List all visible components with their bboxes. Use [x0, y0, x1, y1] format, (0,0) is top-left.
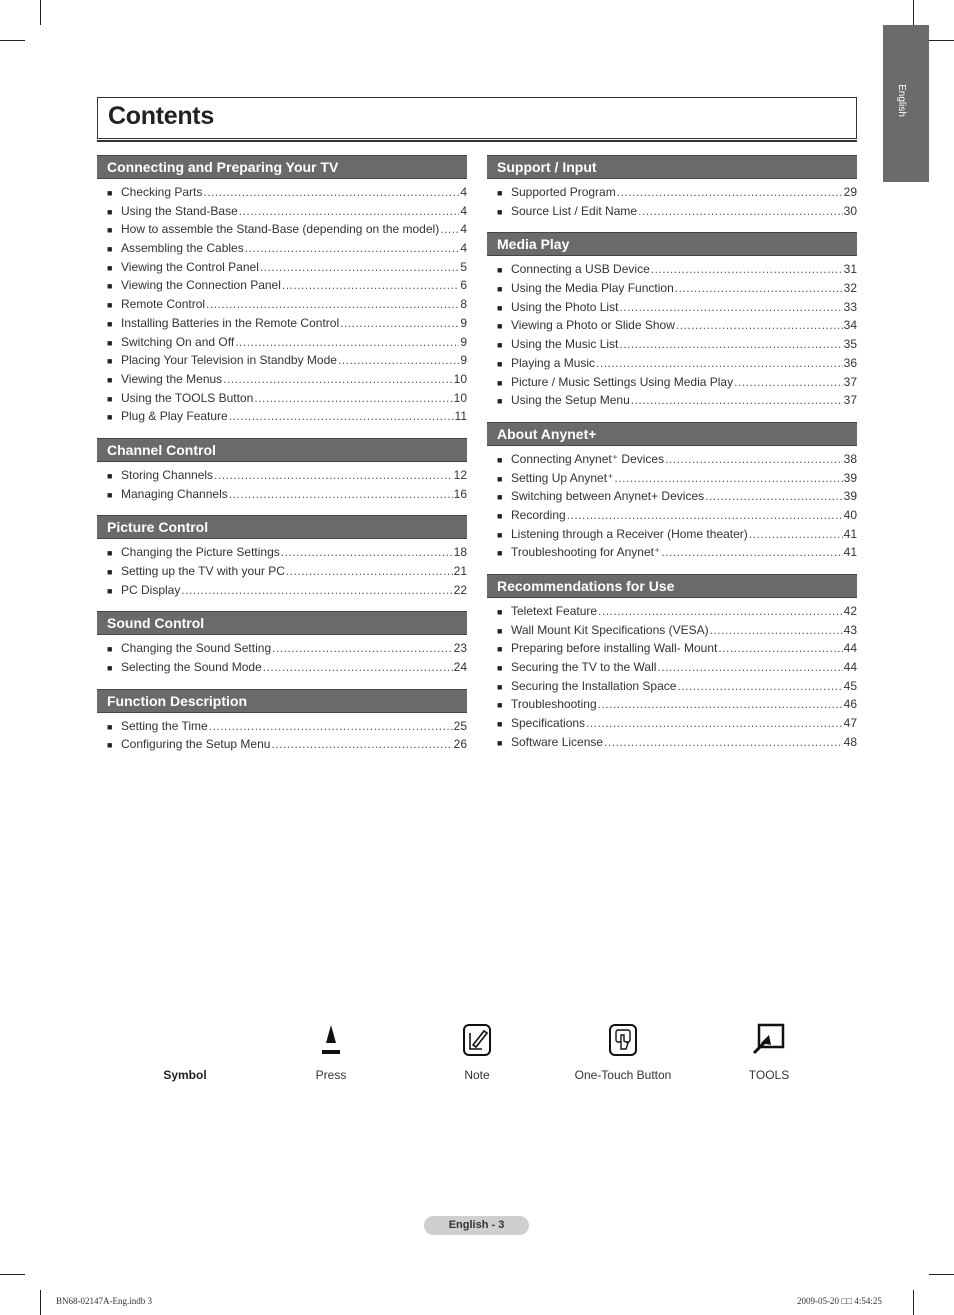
- page-number-badge: English - 3: [424, 1216, 529, 1235]
- toc-entry-page: 38: [843, 451, 857, 466]
- toc-entry: [487, 298, 857, 317]
- bullet-icon: ■: [497, 188, 503, 198]
- toc-entry-label: Recording: [511, 507, 566, 522]
- symbol-one-touch-button: [548, 1020, 698, 1082]
- toc-entry-page: 36: [843, 355, 857, 370]
- toc-entry-label: Viewing the Menus: [121, 371, 223, 386]
- crop-mark: [929, 1274, 954, 1275]
- toc-entry-page: 4: [460, 203, 467, 218]
- bullet-icon: ■: [497, 607, 503, 617]
- toc-entry-label: Changing the Sound Setting: [121, 641, 272, 656]
- dot-leader: [338, 351, 459, 370]
- bullet-icon: ■: [497, 719, 503, 730]
- dot-leader: [286, 562, 453, 581]
- toc-entry: [487, 602, 857, 621]
- right-column: [487, 155, 857, 764]
- toc-entry-page: 10: [453, 390, 467, 405]
- toc-entry-page: 45: [843, 678, 857, 693]
- toc-entry-page: 4: [460, 241, 467, 256]
- section-heading: Media Play: [487, 232, 857, 256]
- dot-leader: [617, 183, 843, 202]
- toc-entry: [487, 279, 857, 298]
- bullet-icon: ■: [497, 700, 503, 711]
- bullet-icon: ■: [497, 737, 503, 748]
- symbol-caption: One-Touch Button: [574, 1068, 672, 1082]
- toc-entry-page: 23: [453, 641, 467, 656]
- dot-leader: [239, 202, 460, 221]
- section-heading: Picture Control: [97, 515, 467, 539]
- toc-entry-label: Preparing before installing Wall- Mount: [511, 641, 718, 656]
- toc-entry-label: How to assemble the Stand-Base (depending on the model): [121, 222, 440, 237]
- bullet-icon: ■: [107, 337, 113, 348]
- dot-leader: [235, 333, 459, 352]
- bullet-icon: ■: [497, 529, 503, 540]
- dot-leader: [598, 695, 843, 714]
- bullet-icon: ■: [497, 321, 503, 332]
- dot-leader: [718, 639, 842, 658]
- toc-entry-page: 21: [453, 564, 467, 578]
- dot-leader: [604, 733, 843, 752]
- bullet-icon: ■: [107, 300, 113, 311]
- toc-entry-label: Storing Channels: [121, 467, 214, 482]
- language-tab: [883, 25, 929, 182]
- dot-leader: [638, 202, 843, 221]
- dot-leader: [598, 602, 843, 621]
- toc-entry-label: Plug & Play Feature: [121, 409, 228, 424]
- toc-entry-label: Supported Program: [511, 185, 616, 199]
- toc-entry-page: 46: [843, 697, 857, 712]
- dot-leader: [567, 506, 843, 525]
- toc-entry: [487, 487, 857, 506]
- section-heading: About Anynet+: [487, 422, 857, 446]
- dot-leader: [340, 314, 459, 333]
- press-icon: [256, 1020, 406, 1060]
- toc-entry: [97, 202, 467, 221]
- dot-leader: [214, 466, 453, 485]
- toc-section: [97, 611, 467, 676]
- toc-entry-label: Setting Up Anynet⁺: [511, 470, 614, 485]
- dot-leader: [749, 525, 843, 544]
- toc-entry: [487, 677, 857, 696]
- toc-section: [487, 422, 857, 562]
- toc-entry-label: Wall Mount Kit Specifications (VESA): [511, 622, 709, 637]
- toc-entry: [487, 543, 857, 562]
- toc-entry: [97, 183, 467, 202]
- toc-entry: [487, 525, 857, 544]
- toc-entry-label: Placing Your Television in Standby Mode: [121, 353, 337, 368]
- toc-entry: [97, 351, 467, 370]
- dot-leader: [631, 391, 843, 410]
- toc-entry-page: 32: [843, 281, 857, 296]
- toc-entry-label: Using the Stand-Base: [121, 203, 238, 218]
- toc-entry-page: 6: [460, 278, 467, 293]
- dot-leader: [619, 335, 842, 354]
- toc-entry: [487, 639, 857, 658]
- toc-entry-label: Configuring the Setup Menu: [121, 737, 271, 752]
- toc-entry: [97, 276, 467, 295]
- toc-entry-page: 25: [453, 718, 467, 733]
- toc-entry-page: 26: [453, 737, 467, 752]
- bullet-icon: ■: [107, 393, 113, 404]
- toc-entry: [97, 295, 467, 314]
- dot-leader: [206, 295, 459, 314]
- toc-entry-label: Connecting a USB Device: [511, 262, 650, 277]
- bullet-icon: ■: [107, 262, 113, 273]
- toc-entry-label: Setting the Time: [121, 718, 208, 733]
- dot-leader: [282, 276, 459, 295]
- bullet-icon: ■: [497, 548, 503, 559]
- dot-leader: [614, 469, 842, 488]
- toc-entry: [487, 260, 857, 279]
- toc-entry-page: 29: [843, 185, 857, 199]
- toc-entry: [97, 735, 467, 754]
- toc-entry-label: Source List / Edit Name: [511, 203, 638, 218]
- crop-mark: [0, 40, 25, 41]
- section-heading: Connecting and Preparing Your TV: [97, 155, 467, 179]
- dot-leader: [651, 260, 843, 279]
- symbol-tools: [694, 1020, 844, 1082]
- dot-leader: [676, 316, 843, 335]
- bullet-icon: ■: [107, 548, 113, 559]
- toc-entry: [97, 258, 467, 277]
- bullet-icon: ■: [497, 206, 503, 217]
- section-heading: Support / Input: [487, 155, 857, 179]
- bullet-icon: ■: [107, 281, 113, 292]
- toc-entry-label: Viewing the Control Panel: [121, 259, 259, 274]
- footer-file-name: BN68-02147A-Eng.indb 3: [56, 1296, 152, 1306]
- bullet-icon: ■: [497, 625, 503, 636]
- dot-leader: [260, 258, 459, 277]
- toc-section: [97, 515, 467, 599]
- toc-entry: [487, 354, 857, 373]
- symbol-legend-label: Symbol: [163, 1068, 207, 1082]
- language-tab-label: English: [895, 84, 907, 117]
- tools-icon: [694, 1020, 844, 1060]
- toc-entry: [97, 333, 467, 352]
- toc-entry-label: Checking Parts: [121, 185, 203, 199]
- dot-leader: [223, 370, 452, 389]
- toc-entry-label: Using the Photo List: [511, 299, 619, 314]
- bullet-icon: ■: [107, 489, 113, 500]
- toc-entry-page: 11: [454, 409, 467, 424]
- bullet-icon: ■: [497, 473, 503, 484]
- symbol-note: [402, 1020, 552, 1082]
- bullet-icon: ■: [497, 340, 503, 351]
- toc-entry: [487, 506, 857, 525]
- toc-entry-page: 37: [843, 393, 857, 408]
- toc-entry-page: 9: [460, 353, 467, 368]
- dot-leader: [272, 639, 453, 658]
- toc-entry: [487, 335, 857, 354]
- dot-leader: [209, 717, 453, 736]
- toc-entry: [487, 469, 857, 488]
- toc-entry-page: 9: [460, 334, 467, 349]
- toc-entry-page: 22: [453, 582, 467, 597]
- toc-entry: [487, 391, 857, 410]
- bullet-icon: ■: [497, 396, 503, 407]
- bullet-icon: ■: [107, 585, 113, 596]
- toc-entry-label: Switching On and Off: [121, 334, 235, 349]
- toc-entry: [97, 658, 467, 677]
- toc-entry-page: 44: [843, 660, 857, 675]
- symbol-caption: Press: [315, 1068, 347, 1082]
- toc-entry: [487, 658, 857, 677]
- crop-mark: [929, 40, 954, 41]
- toc-entry-page: 4: [460, 185, 467, 199]
- toc-entry: [97, 466, 467, 485]
- toc-entry-label: Viewing a Photo or Slide Show: [511, 318, 675, 333]
- toc-entry-label: Assembling the Cables: [121, 241, 244, 256]
- page-title: Contents: [108, 102, 214, 130]
- toc-entry-page: 33: [843, 299, 857, 314]
- section-heading: Function Description: [97, 689, 467, 713]
- dot-leader: [229, 485, 453, 504]
- bullet-icon: ■: [497, 454, 503, 465]
- toc-entry-page: 10: [453, 371, 467, 386]
- toc-entry: [97, 562, 467, 581]
- dot-leader: [229, 407, 454, 426]
- toc-entry: [97, 543, 467, 562]
- toc-entry-label: Software License: [511, 734, 604, 749]
- toc-entry-label: Setting up the TV with your PC: [121, 564, 285, 578]
- bullet-icon: ■: [497, 681, 503, 692]
- toc-entry: [487, 373, 857, 392]
- toc-entry: [97, 581, 467, 600]
- crop-mark: [913, 0, 914, 25]
- toc-entry-page: 5: [460, 259, 467, 274]
- toc-entry-label: Using the TOOLS Button: [121, 390, 254, 405]
- section-heading: Recommendations for Use: [487, 574, 857, 598]
- toc-entry-page: 34: [843, 318, 857, 333]
- dot-leader: [181, 581, 452, 600]
- crop-mark: [913, 1290, 914, 1315]
- bullet-icon: ■: [107, 644, 113, 655]
- toc-entry: [97, 485, 467, 504]
- toc-entry-page: 47: [843, 716, 857, 731]
- toc-entry: [97, 314, 467, 333]
- bullet-icon: ■: [107, 206, 113, 217]
- toc-entry-page: 48: [843, 734, 857, 749]
- dot-leader: [657, 658, 842, 677]
- dot-leader: [263, 658, 453, 677]
- dot-leader: [271, 735, 452, 754]
- toc-entry-label: Listening through a Receiver (Home theater): [511, 526, 748, 541]
- toc-entry-label: Picture / Music Settings Using Media Play: [511, 374, 734, 389]
- bullet-icon: ■: [497, 265, 503, 276]
- toc-entry-page: 4: [460, 222, 467, 237]
- crop-mark: [40, 1290, 41, 1315]
- toc-entry: [487, 695, 857, 714]
- symbol-caption: Note: [464, 1068, 490, 1082]
- toc-entry-page: 8: [460, 297, 467, 312]
- bullet-icon: ■: [497, 377, 503, 388]
- toc-entry-label: Using the Media Play Function: [511, 281, 674, 296]
- toc-entry-label: Changing the Picture Settings: [121, 545, 280, 560]
- toc-section: [97, 438, 467, 503]
- toc-entry-page: 24: [453, 660, 467, 675]
- dot-leader: [440, 220, 459, 239]
- toc-entry: [97, 639, 467, 658]
- toc-section: [487, 155, 857, 220]
- bullet-icon: ■: [107, 567, 113, 577]
- section-heading: Sound Control: [97, 611, 467, 635]
- toc-entry-page: 30: [843, 203, 857, 218]
- toc-entry-page: 44: [843, 641, 857, 656]
- toc-entry: [487, 316, 857, 335]
- toc-entry-page: 39: [843, 470, 857, 485]
- bullet-icon: ■: [497, 644, 503, 655]
- symbol-press: [256, 1020, 406, 1082]
- toc-entry: [487, 714, 857, 733]
- toc-entry-page: 41: [843, 545, 857, 560]
- dot-leader: [734, 373, 843, 392]
- toc-entry-page: 18: [453, 545, 467, 560]
- bullet-icon: ■: [107, 721, 113, 732]
- toc-entry-label: Troubleshooting: [511, 697, 597, 712]
- dot-leader: [245, 239, 460, 258]
- toc-entry-label: Managing Channels: [121, 486, 228, 501]
- toc-entry-label: Securing the Installation Space: [511, 678, 677, 693]
- bullet-icon: ■: [497, 663, 503, 674]
- bullet-icon: ■: [107, 356, 113, 367]
- dot-leader: [661, 543, 842, 562]
- toc-entry-page: 39: [843, 489, 857, 504]
- crop-mark: [0, 1274, 25, 1275]
- toc-entry-label: Connecting Anynet⁺ Devices: [511, 451, 665, 466]
- toc-entry-label: Installing Batteries in the Remote Control: [121, 315, 340, 330]
- toc-entry: [487, 450, 857, 469]
- toc-entry-label: Remote Control: [121, 297, 206, 312]
- bullet-icon: ■: [107, 663, 113, 674]
- toc-entry: [97, 239, 467, 258]
- toc-entry-label: PC Display: [121, 582, 181, 597]
- toc-entry-label: Switching between Anynet+ Devices: [511, 489, 705, 504]
- toc-entry: [487, 183, 857, 202]
- toc-entry-label: Teletext Feature: [511, 604, 598, 618]
- toc-entry-page: 35: [843, 337, 857, 352]
- toc-entry: [97, 717, 467, 736]
- toc-entry-label: Troubleshooting for Anynet⁺: [511, 545, 661, 560]
- toc-entry-page: 42: [843, 604, 857, 618]
- toc-entry-label: Viewing the Connection Panel: [121, 278, 281, 293]
- bullet-icon: ■: [107, 318, 113, 329]
- bullet-icon: ■: [497, 302, 503, 313]
- dot-leader: [705, 487, 843, 506]
- dot-leader: [281, 543, 453, 562]
- toc-entry-page: 9: [460, 315, 467, 330]
- one-touch-button-icon: [548, 1020, 698, 1060]
- toc-entry: [97, 220, 467, 239]
- toc-entry-label: Using the Setup Menu: [511, 393, 630, 408]
- toc-section: [97, 689, 467, 754]
- dot-leader: [675, 279, 843, 298]
- dot-leader: [710, 621, 843, 640]
- toc-entry-page: 37: [843, 374, 857, 389]
- dot-leader: [596, 354, 843, 373]
- toc-entry-page: 31: [843, 262, 857, 277]
- bullet-icon: ■: [497, 492, 503, 503]
- bullet-icon: ■: [107, 244, 113, 255]
- dot-leader: [586, 714, 843, 733]
- toc-entry: [97, 370, 467, 389]
- toc-entry: [487, 621, 857, 640]
- symbol-caption: TOOLS: [748, 1068, 790, 1082]
- toc-entry: [487, 202, 857, 221]
- toc-entry: [487, 733, 857, 752]
- crop-mark: [40, 0, 41, 25]
- toc-entry-page: 12: [453, 467, 467, 482]
- toc-entry-label: Selecting the Sound Mode: [121, 660, 262, 675]
- toc-entry-page: 40: [843, 507, 857, 522]
- note-icon: [402, 1020, 552, 1060]
- symbol-legend: [0, 1020, 954, 1090]
- bullet-icon: ■: [497, 510, 503, 521]
- toc-entry-page: 43: [843, 622, 857, 637]
- toc-entry-label: Using the Music List: [511, 337, 619, 352]
- bullet-icon: ■: [497, 358, 503, 369]
- title-box: [97, 97, 857, 139]
- dot-leader: [677, 677, 842, 696]
- left-column: [97, 155, 467, 766]
- bullet-icon: ■: [107, 225, 113, 236]
- toc-entry: [97, 407, 467, 426]
- toc-section: [487, 574, 857, 752]
- dot-leader: [203, 183, 459, 202]
- toc-entry-label: Playing a Music: [511, 355, 596, 370]
- dot-leader: [619, 298, 842, 317]
- footer-timestamp: 2009-05-20 □□ 4:54:25: [797, 1296, 882, 1306]
- toc-entry-label: Securing the TV to the Wall: [511, 660, 657, 675]
- toc-entry: [97, 389, 467, 408]
- toc-entry-label: Specifications: [511, 716, 586, 731]
- bullet-icon: ■: [107, 374, 113, 385]
- dot-leader: [665, 450, 843, 469]
- bullet-icon: ■: [107, 470, 113, 481]
- toc-entry-page: 16: [453, 486, 467, 501]
- toc-entry-page: 41: [843, 526, 857, 541]
- bullet-icon: ■: [107, 412, 113, 423]
- toc-section: [97, 155, 467, 426]
- dot-leader: [254, 389, 452, 408]
- section-heading: Channel Control: [97, 438, 467, 462]
- bullet-icon: ■: [497, 284, 503, 295]
- toc-section: [487, 232, 857, 410]
- bullet-icon: ■: [107, 188, 113, 198]
- bullet-icon: ■: [107, 740, 113, 751]
